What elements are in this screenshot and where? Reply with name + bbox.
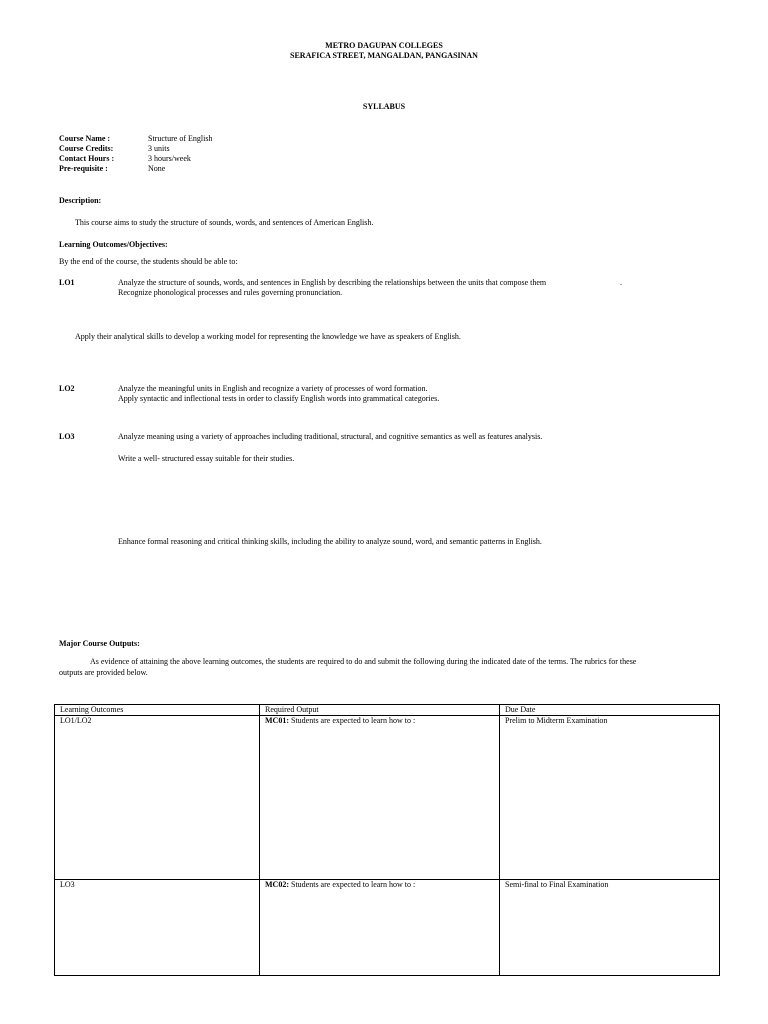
- output-text: Students are expected to learn how to :: [289, 716, 416, 725]
- output-code: MC02:: [265, 880, 289, 889]
- course-name-label: Course Name :: [59, 134, 111, 143]
- cell-learning-outcome: LO1/LO2: [55, 716, 260, 880]
- lo2-item-2: Apply syntactic and inflectional tests in order to classify English words into grammatical categories.: [118, 394, 440, 403]
- lo1-trailing-period: .: [620, 278, 622, 287]
- course-name-value: Structure of English: [148, 134, 213, 143]
- contact-hours-value: 3 hours/week: [148, 154, 191, 163]
- major-outputs-paragraph-line1: As evidence of attaining the above learning outcomes, the students are required to do and submit the following during the indicated date of the terms. The rubrics for these: [90, 657, 637, 666]
- course-credits-value: 3 units: [148, 144, 170, 153]
- cell-required-output: [260, 880, 500, 976]
- cell-due-date: Prelim to Midterm Examination: [500, 716, 720, 880]
- header-learning-outcomes: Learning Outcomes: [55, 705, 260, 716]
- description-heading: Description:: [59, 196, 102, 205]
- cell-due-date: Semi-final to Final Examination: [500, 880, 720, 976]
- output-text: Students are expected to learn how to :: [289, 880, 416, 889]
- major-outputs-paragraph-line2: outputs are provided below.: [59, 668, 148, 677]
- contact-hours-label: Contact Hours :: [59, 154, 115, 163]
- table-header-row: [55, 705, 720, 716]
- lo2-code: LO2: [59, 384, 75, 393]
- course-credits-label: Course Credits:: [59, 144, 114, 153]
- cell-learning-outcome: LO3: [55, 880, 260, 976]
- table-row: [55, 880, 720, 976]
- lo1-item-1: Analyze the structure of sounds, words, and sentences in English by describing the relationships between the units that compose them: [118, 278, 547, 287]
- institution-name: METRO DAGUPAN COLLEGES: [325, 41, 443, 50]
- lo1-item-3: Apply their analytical skills to develop a working model for representing the knowledge we have as speakers of English.: [75, 332, 461, 341]
- lo2-item-1: Analyze the meaningful units in English and recognize a variety of processes of word formation.: [118, 384, 428, 393]
- output-code: MC01:: [265, 716, 289, 725]
- lo3-code: LO3: [59, 432, 75, 441]
- table-row: [55, 716, 720, 880]
- lo3-item-3: Enhance formal reasoning and critical thinking skills, including the ability to analyze sound, word, and semantic patterns in English.: [118, 537, 542, 546]
- document-title: SYLLABUS: [362, 102, 406, 111]
- outcomes-intro: By the end of the course, the students should be able to:: [59, 257, 238, 266]
- institution-address: SERAFICA STREET, MANGALDAN, PANGASINAN: [290, 51, 478, 60]
- lo3-item-2: Write a well- structured essay suitable for their studies.: [118, 454, 295, 463]
- prerequisite-value: None: [148, 164, 166, 173]
- lo1-item-2: Recognize phonological processes and rules governing pronunciation.: [118, 288, 343, 297]
- description-text: This course aims to study the structure of sounds, words, and sentences of American English.: [75, 218, 374, 227]
- lo3-item-1: Analyze meaning using a variety of approaches including traditional, structural, and cognitive semantics as well as features analysis.: [118, 432, 543, 441]
- cell-required-output: [260, 716, 500, 880]
- outcomes-heading: Learning Outcomes/Objectives:: [59, 240, 168, 249]
- prerequisite-label: Pre-requisite :: [59, 164, 108, 173]
- major-outputs-table: [54, 704, 720, 976]
- header-due-date: Due Date: [500, 705, 720, 716]
- lo1-code: LO1: [59, 278, 75, 287]
- major-outputs-heading: Major Course Outputs:: [59, 639, 140, 648]
- header-required-output: Required Output: [260, 705, 500, 716]
